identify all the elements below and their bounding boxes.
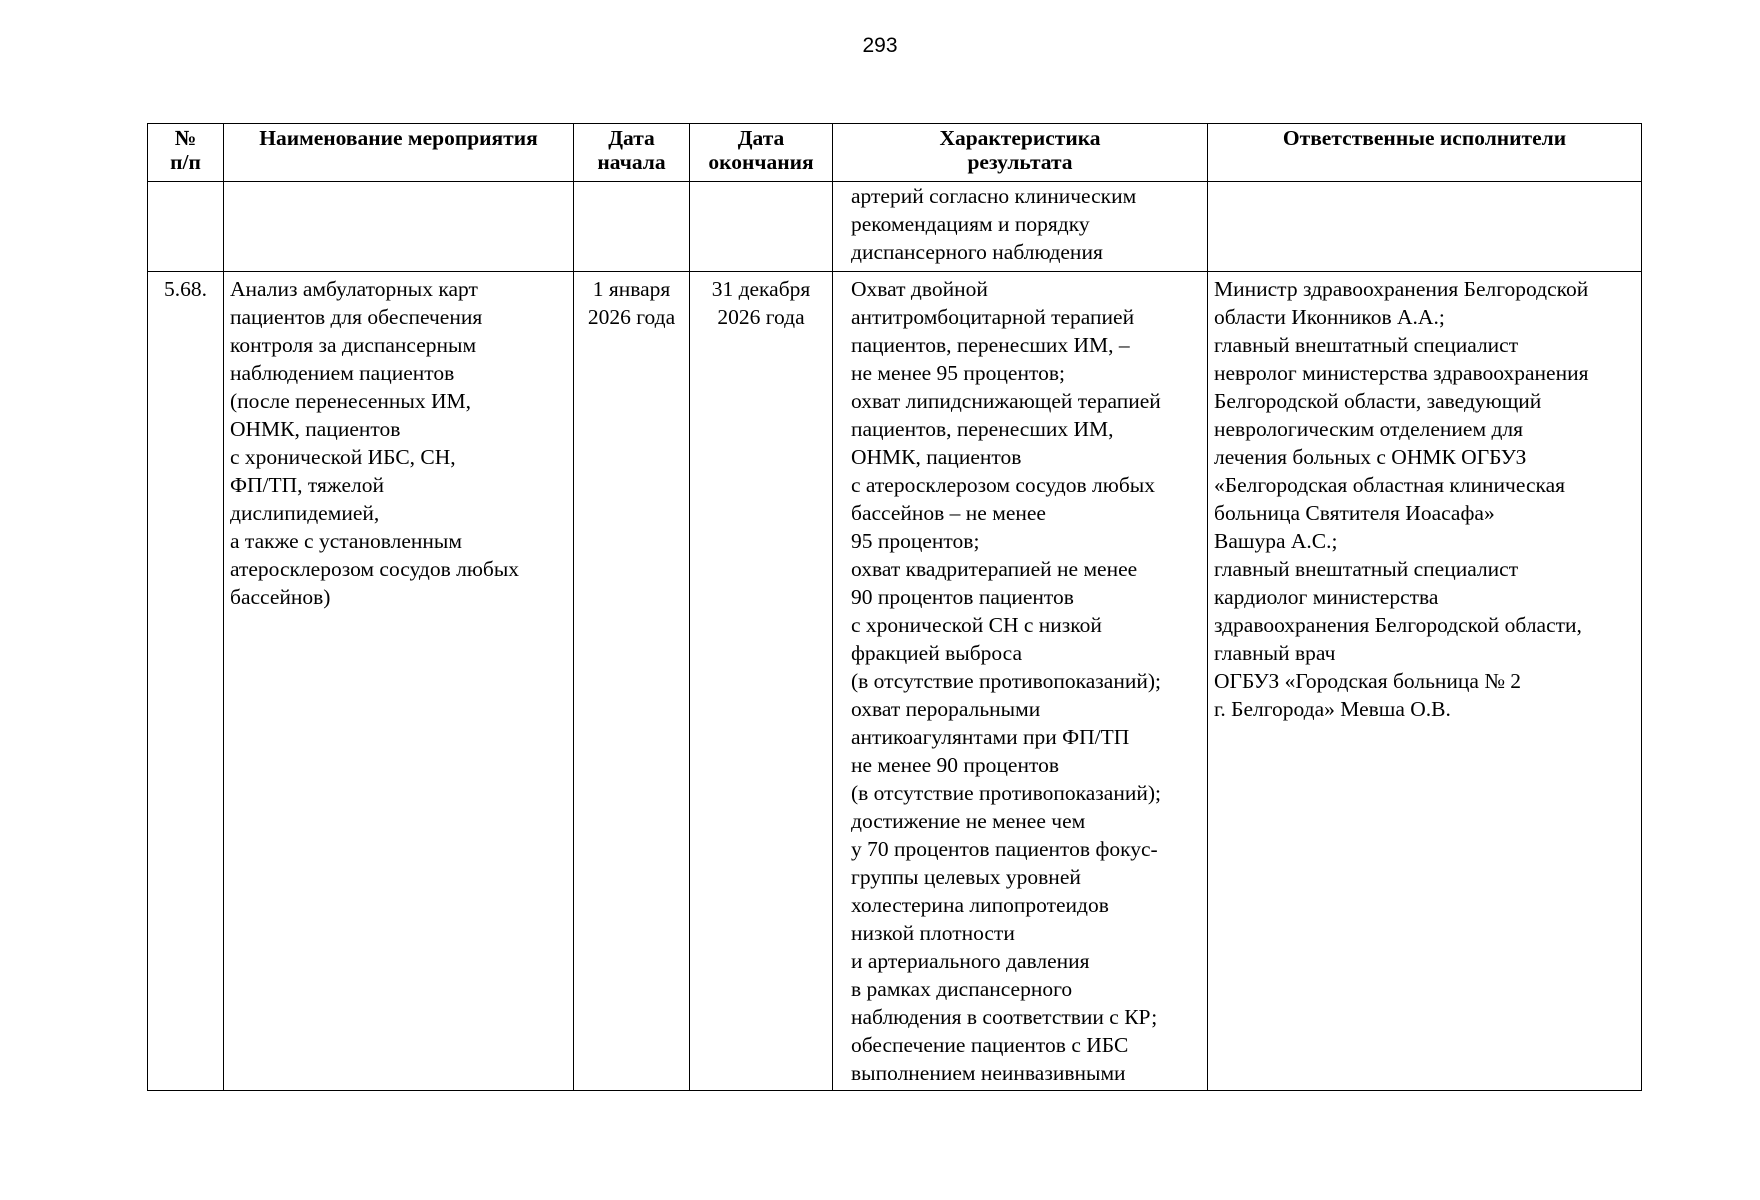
row-end-date <box>690 182 833 272</box>
header-event-name: Наименование мероприятия <box>224 124 574 182</box>
row-event-name: Анализ амбулаторных карт пациентов для обеспечения контроля за диспансерным наблюдением пациентов (после перенесенных ИМ, ОНМК, пациентов с хронической ИБС, СН, ФП/ТП, тяжелой дислипидемией, а также с установленным атеросклерозом сосудов любых бассейнов) <box>224 272 574 1091</box>
row-responsible: Министр здравоохранения Белгородской области Иконников А.А.; главный внештатный специалист невролог министерства здравоохранения Белгородской области, заведующий неврологическим отделением для лечения больных с ОНМК ОГБУЗ «Белгородская областная клиническая больница Святителя Иоасафа» Вашура А.С.; главный внештатный специалист кардиолог министерства здравоохранения Белгородской области, главный врач ОГБУЗ «Городская больница № 2 г. Белгорода» Мевша О.В. <box>1208 272 1642 1091</box>
table-header-row <box>148 124 1642 182</box>
row-responsible <box>1208 182 1642 272</box>
row-start-date <box>574 182 690 272</box>
row-start-date: 1 января 2026 года <box>574 272 690 1091</box>
row-event-name <box>224 182 574 272</box>
header-num: № п/п <box>148 124 224 182</box>
table-row <box>148 272 1642 1091</box>
table-row <box>148 182 1642 272</box>
header-result-characteristic: Характеристика результата <box>833 124 1208 182</box>
header-end-date: Дата окончания <box>690 124 833 182</box>
header-start-date: Дата начала <box>574 124 690 182</box>
row-num <box>148 182 224 272</box>
row-result-characteristic: артерий согласно клиническим рекомендациям и порядку диспансерного наблюдения <box>833 182 1208 272</box>
row-result-characteristic: Охват двойной антитромбоцитарной терапией пациентов, перенесших ИМ, – не менее 95 процентов; охват липидснижающей терапией пациентов, перенесших ИМ, ОНМК, пациентов с атеросклерозом сосудов любых бассейнов – не менее 95 процентов; охват квадритерапией не менее 90 процентов пациентов с хронической СН с низкой фракцией выброса (в отсутствие противопоказаний); охват пероральными антикоагулянтами при ФП/ТП не менее 90 процентов (в отсутствие противопоказаний); достижение не менее чем у 70 процентов пациентов фокус- группы целевых уровней холестерина липопротеидов низкой плотности и артериального давления в рамках диспансерного наблюдения в соответствии с КР; обеспечение пациентов с ИБС выполнением неинвазивными <box>833 272 1208 1091</box>
header-responsible: Ответственные исполнители <box>1208 124 1642 182</box>
row-end-date: 31 декабря 2026 года <box>690 272 833 1091</box>
row-num: 5.68. <box>148 272 224 1091</box>
events-table <box>147 123 1642 1091</box>
page-number: 293 <box>862 34 898 57</box>
